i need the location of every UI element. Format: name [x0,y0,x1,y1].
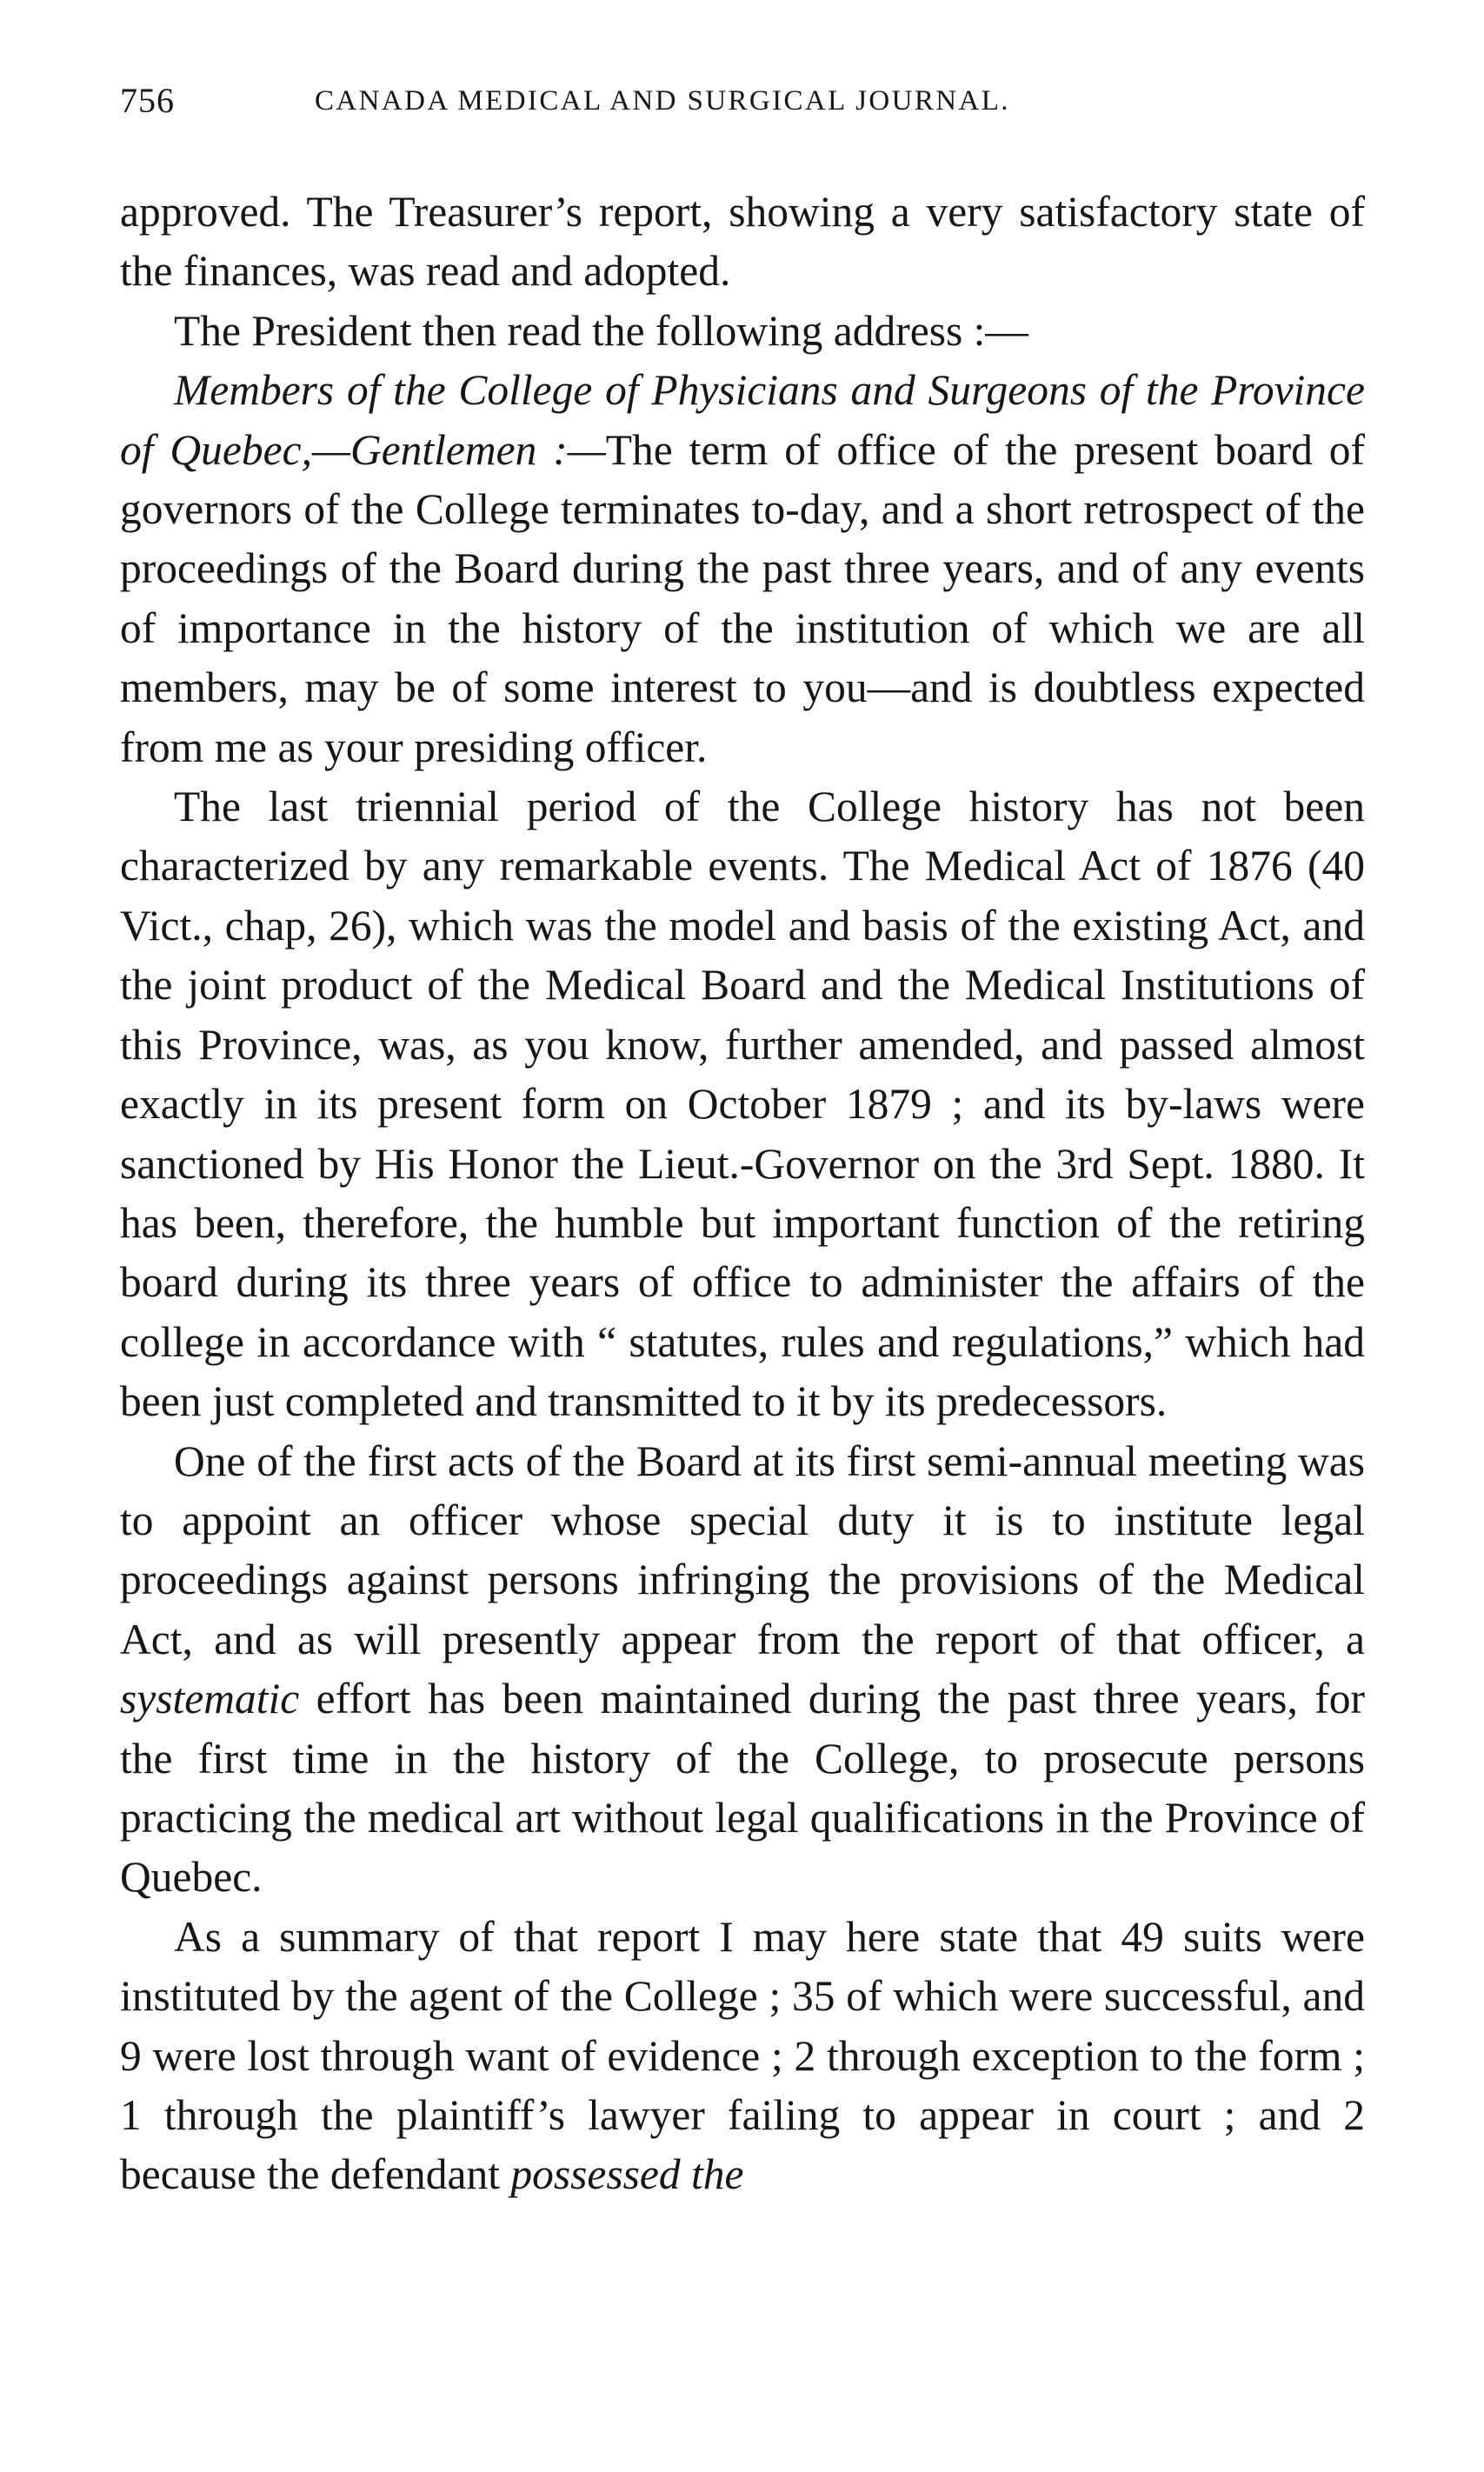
systematic-italic: systematic [120,1675,300,1723]
paragraph-summary [120,1908,1365,2205]
first-acts-text-a: One of the first acts of the Board at its first semi-annual meeting was to appoint an officer whose special duty it is to institute legal proceedings against persons infringing the provisions of the Medical Act, and as will presently appear from the report of that officer, a [120,1436,1365,1663]
article-body [120,183,1365,2205]
page-number: 756 [120,81,175,120]
paragraph-first-acts [120,1432,1365,1908]
first-acts-text-b: effort has been maintained during the past three years, for the first time in the history of the College, to prosecute persons practicing the medical art without legal qualifications in the Province of Quebec. [120,1675,1365,1902]
paragraph-triennial-period: The last triennial period of the College history has not been characterized by any remarkable events. The Medical Act of 1876 (40 Vict., chap, 26), which was the model and basis of the existing Act, and the joint product of the Medical Board and the Medical Institutions of this Province, was, as you know, further amended, and passed almost exactly in its present form on October 1879 ; and its by-laws were sanctioned by His Honor the Lieut.-Governor on the 3rd Sept. 1880. It has been, therefore, the humble but important function of the retiring board during its three years of office to administer the affairs of the college in accordance with “ statutes, rules and regulations,” which had been just completed and transmitted to it by its predecessors. [120,783,1365,1426]
paragraph-address-opening [120,361,1365,777]
possessed-italic: possessed the [510,2150,744,2199]
journal-title: CANADA MEDICAL AND SURGICAL JOURNAL. [315,85,1010,117]
journal-page [120,80,1365,2205]
running-head [120,80,1365,141]
salutation-italic: Members of the College of Physicians and Surgeons of the Province of Quebec,—Gentlemen :— [120,366,1365,474]
paragraph-president-intro: The President then read the following address :— [174,306,1028,355]
address-opening-text: The term of office of the present board of governors of the College terminates to-day, and a short retrospect of the proceedings of the Board during the past three years, and of any events of importance in the history of the institution of which we are all members, may be of some interest to you—and is doubtless expected from me as your presiding officer. [120,425,1365,771]
summary-text: As a summary of that report I may here state that 49 suits were instituted by the agent of the College ; 35 of which were successful, and 9 were lost through want of evidence ; 2 through exception to the form ; 1 through the plaintiff’s lawyer failing to appear in court ; and 2 because the defendant [120,1912,1365,2199]
paragraph-treasurer-report: approved. The Treasurer’s report, showing a very satisfactory state of the finances, was read and adopted. [120,188,1365,296]
